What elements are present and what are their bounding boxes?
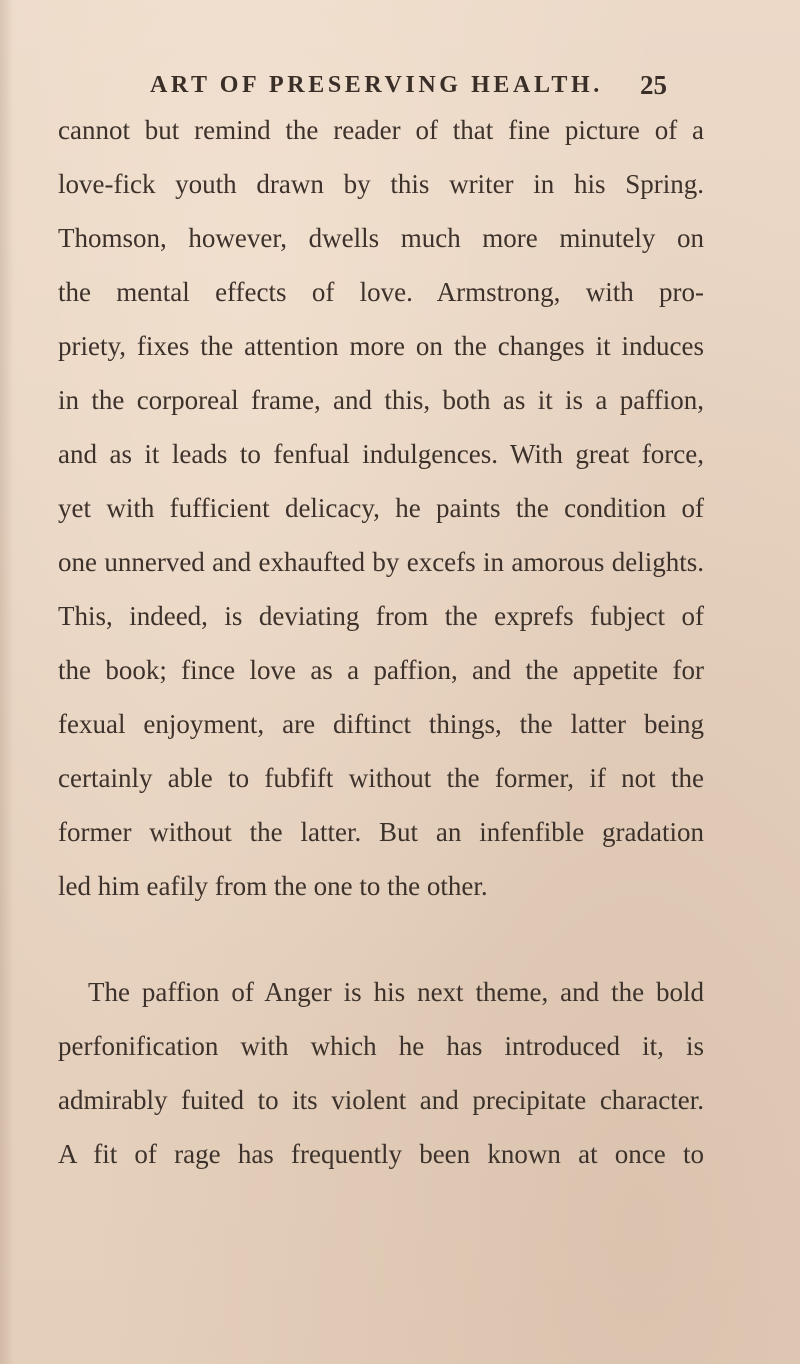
text-line: love-fick youth drawn by this writer in his Spring. [58, 169, 704, 199]
text-line: one unnerved and exhaufted by excefs in amorous delights. [58, 547, 704, 577]
text-line: This, indeed, is deviating from the exprefs fubject of [58, 601, 704, 631]
text-line: the mental effects of love. Armstrong, with pro- [58, 277, 704, 307]
gutter-shadow [0, 0, 14, 1364]
text-line: Thomson, however, dwells much more minutely on [58, 223, 704, 253]
text-line: perfonification with which he has introduced it, is [58, 1031, 704, 1061]
text-line: priety, fixes the attention more on the changes it induces [58, 331, 704, 361]
running-head: ART OF PRESERVING HEALTH. [150, 72, 603, 98]
text-line: fexual enjoyment, are diftinct things, the latter being [58, 709, 704, 739]
text-line: in the corporeal frame, and this, both as it is a paffion, [58, 385, 704, 415]
text-line: cannot but remind the reader of that fine picture of a [58, 115, 704, 145]
text-line: and as it leads to fenfual indulgences. With great force, [58, 439, 704, 469]
text-line: the book; fince love as a paffion, and the appetite for [58, 655, 704, 685]
text-line: admirably fuited to its violent and precipitate character. [58, 1085, 704, 1115]
page-number: 25 [640, 70, 667, 100]
text-line: A fit of rage has frequently been known at once to [58, 1139, 704, 1169]
text-line: yet with fufficient delicacy, he paints the condition of [58, 493, 704, 523]
text-line: led him eafily from the one to the other. [58, 871, 488, 901]
text-line: The paffion of Anger is his next theme, and the bold [88, 977, 704, 1007]
text-line: former without the latter. But an infenfible gradation [58, 817, 704, 847]
text-line: certainly able to fubfift without the former, if not the [58, 763, 704, 793]
